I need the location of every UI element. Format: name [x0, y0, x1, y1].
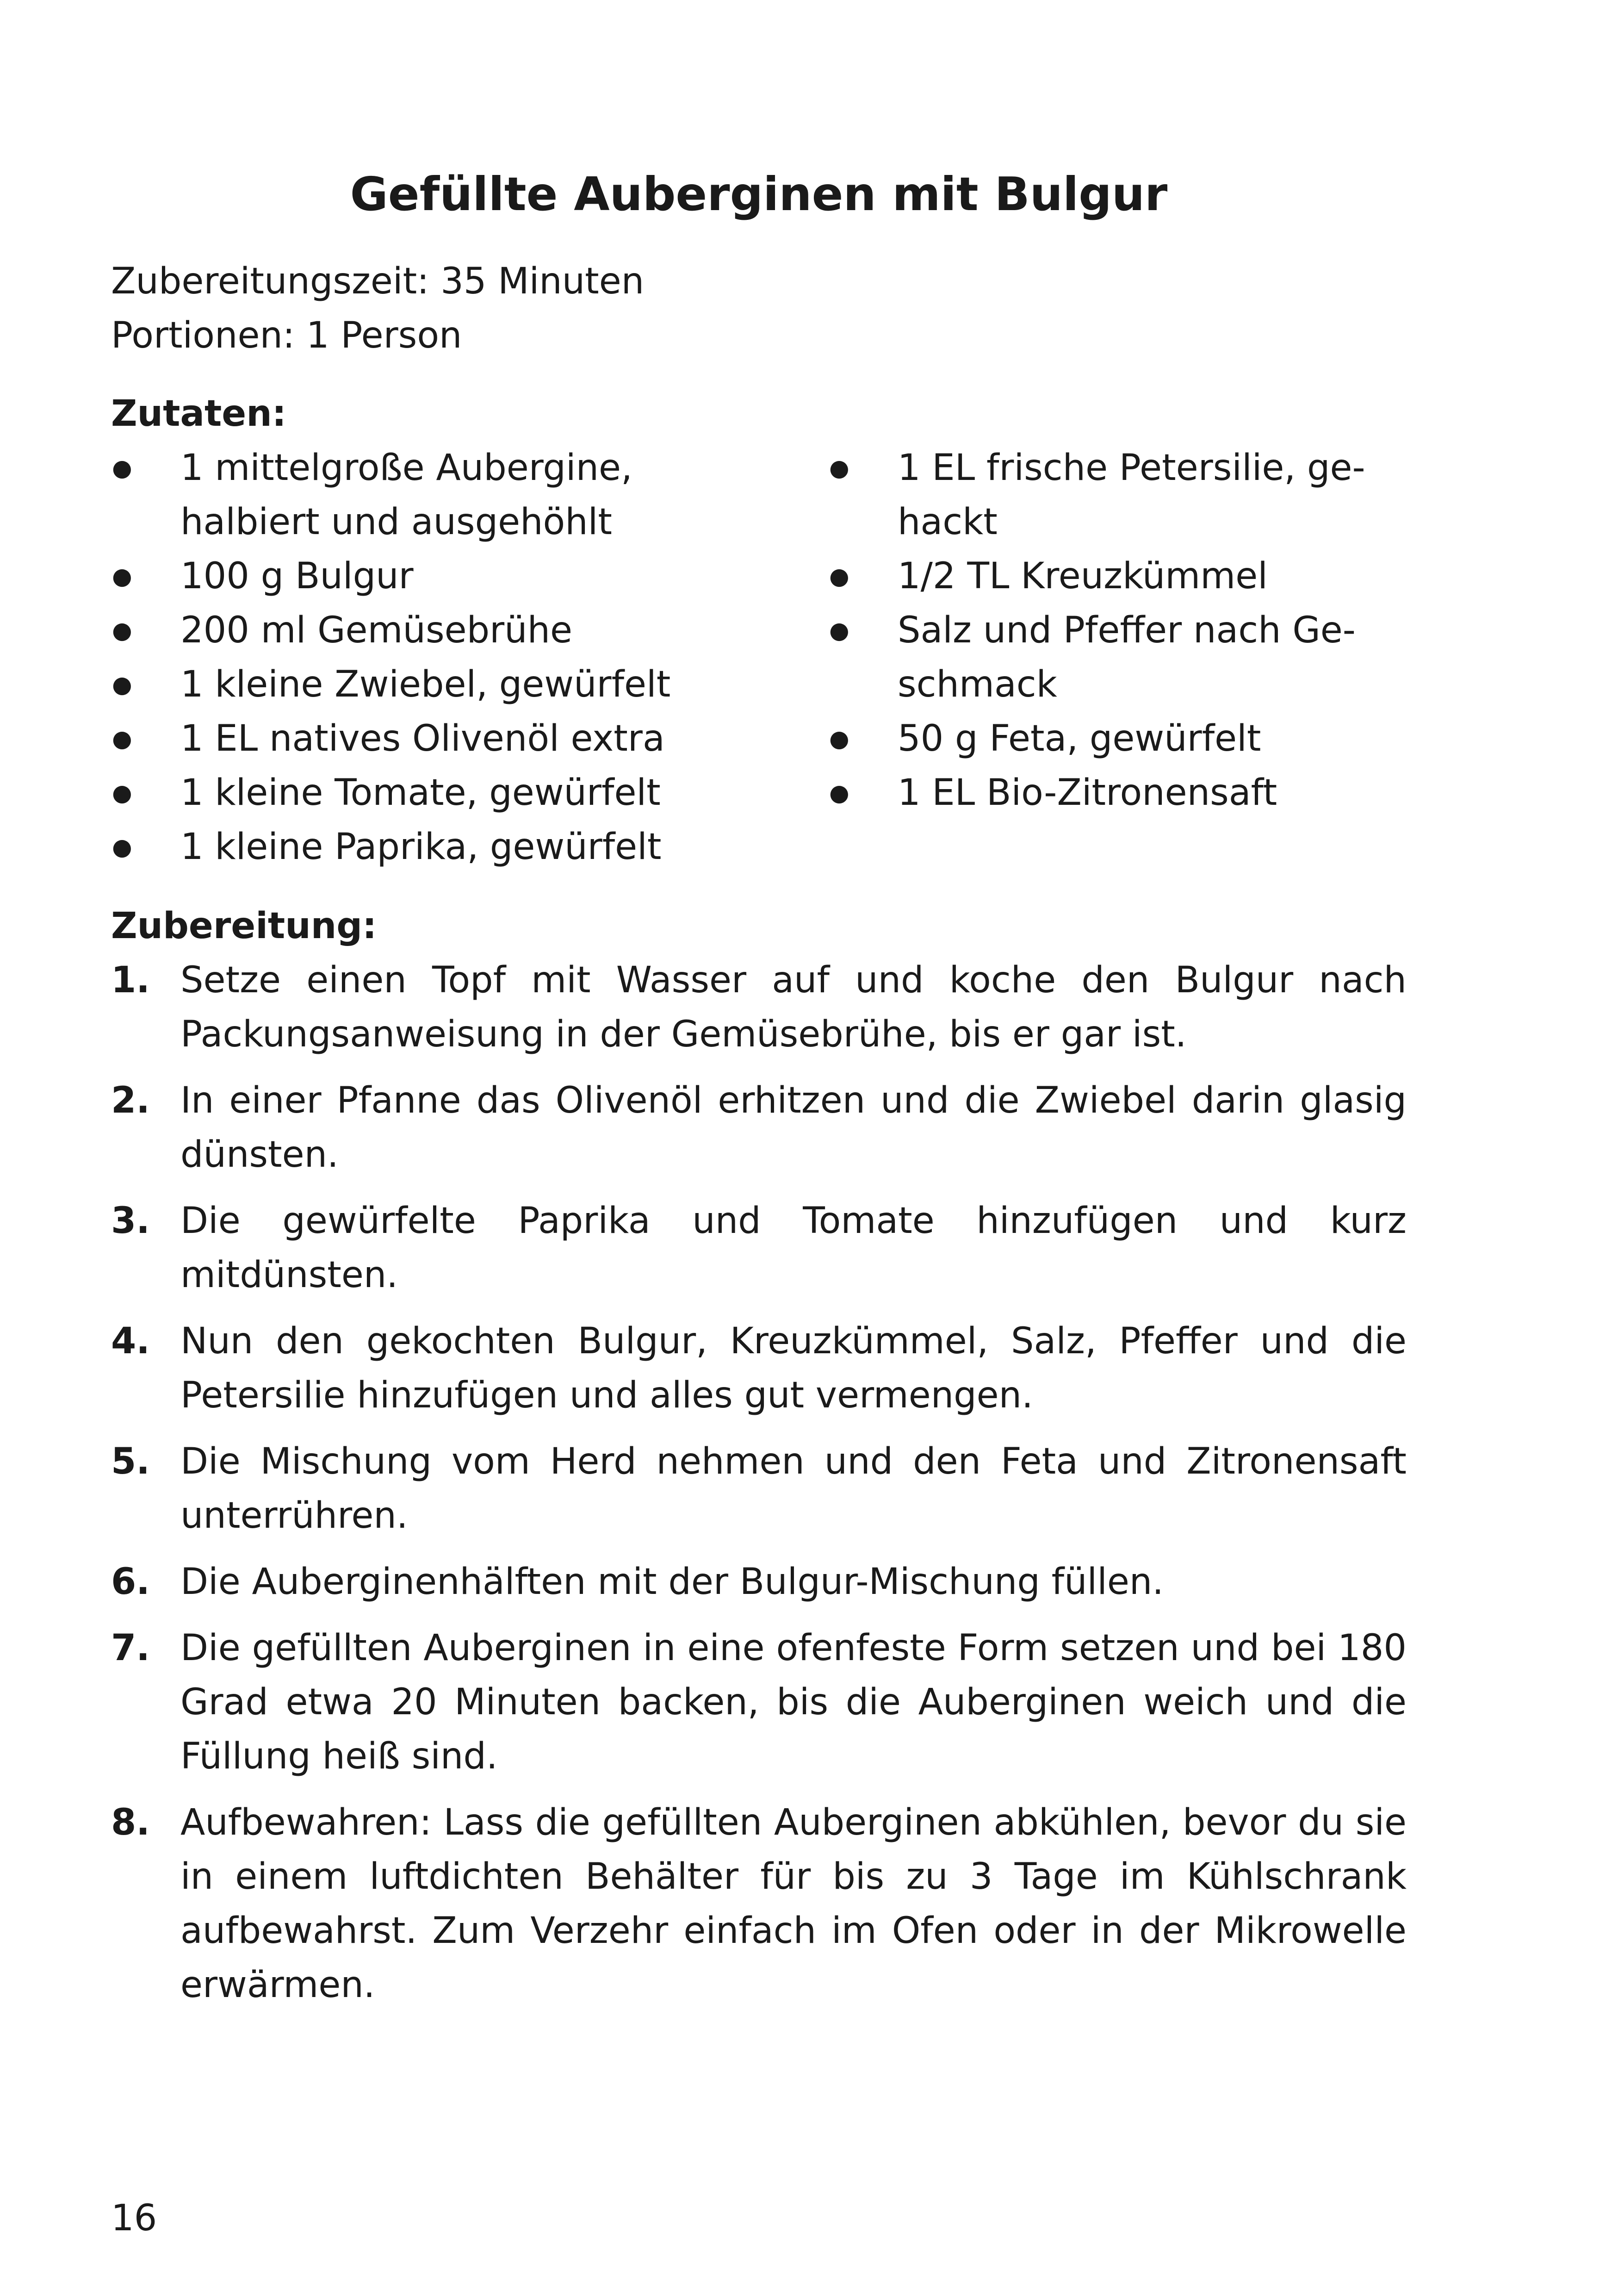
- preparation-step: [111, 1555, 1407, 1609]
- step-number: 3.: [111, 1200, 150, 1242]
- step-text: Setze einen Topf mit Wasser auf und koche den Bulgur nach Packungsanweisung in der Gemüsebrühe, bis er gar ist.: [180, 959, 1407, 1055]
- page-number: 16: [111, 2197, 157, 2239]
- recipe-title: Gefüllte Auberginen mit Bulgur: [350, 167, 1168, 221]
- step-text: In einer Pfanne das Olivenöl erhitzen und die Zwiebel darin glasig dünsten.: [180, 1080, 1407, 1176]
- servings: Portionen: 1 Person: [111, 315, 462, 356]
- preparation-step: [111, 1314, 1407, 1423]
- ingredient-item: [111, 820, 759, 874]
- step-text: Die Mischung vom Herd nehmen und den Feta und Zitronensaft unterrühren.: [180, 1441, 1407, 1537]
- ingredient-text: ● 1 EL Bio-Zitronensaft: [898, 772, 1277, 814]
- step-number: 1.: [111, 959, 150, 1001]
- ingredient-item: [111, 766, 759, 820]
- ingredient-item: [828, 441, 1430, 549]
- ingredient-item: [111, 712, 759, 766]
- step-text: Die gewürfelte Paprika und Tomate hinzufügen und kurz mitdünsten.: [180, 1200, 1407, 1296]
- ingredients-heading: Zutaten:: [111, 393, 286, 435]
- ingredient-text: hackt: [898, 501, 998, 543]
- preparation-step: [111, 1796, 1407, 2012]
- step-text: Die Auberginenhälften mit der Bulgur-Mischung füllen.: [180, 1561, 1164, 1603]
- ingredient-text: schmack: [898, 664, 1057, 705]
- step-text: Aufbewahren: Lass die gefüllten Auberginen abkühlen, bevor du sie in einem luftdichten Behälter für bis zu 3 Tage im Kühlschrank aufbewahrst. Zum Verzehr einfach im Ofen oder in der Mikrowelle erwärmen.: [180, 1802, 1407, 2006]
- ingredient-text: ● 50 g Feta, gewürfelt: [898, 718, 1261, 759]
- ingredient-item: [111, 604, 759, 658]
- ingredient-item: [111, 658, 759, 712]
- step-number: 6.: [111, 1561, 150, 1603]
- preparation-heading: Zubereitung:: [111, 905, 377, 947]
- prep-time: Zubereitungszeit: 35 Minuten: [111, 261, 645, 302]
- ingredient-item: [828, 766, 1430, 820]
- ingredient-item: [111, 549, 759, 604]
- ingredient-text: ● 1/2 TL Kreuzkümmel: [898, 555, 1268, 597]
- ingredient-text: halbiert und ausgehöhlt: [180, 501, 612, 543]
- ingredients-list-left: [111, 441, 759, 874]
- ingredient-item: [828, 604, 1430, 712]
- preparation-steps: [111, 953, 1407, 2024]
- ingredient-text: ● 1 EL natives Olivenöl extra: [180, 718, 665, 759]
- recipe-meta: [111, 255, 644, 363]
- ingredient-item: [828, 712, 1430, 766]
- ingredient-text: ● 1 kleine Paprika, gewürfelt: [180, 826, 662, 868]
- step-text: Die gefüllten Auberginen in eine ofenfeste Form setzen und bei 180 Grad etwa 20 Minuten backen, bis die Auberginen weich und die Füllung heiß sind.: [180, 1627, 1407, 1777]
- preparation-step: [111, 1074, 1407, 1182]
- step-number: 7.: [111, 1627, 150, 1669]
- step-number: 2.: [111, 1080, 150, 1121]
- preparation-step: [111, 1621, 1407, 1784]
- ingredient-text: ● 200 ml Gemüsebrühe: [180, 610, 573, 651]
- ingredient-text: ● 1 mittelgroße Aubergine,: [180, 447, 632, 489]
- preparation-step: [111, 953, 1407, 1062]
- preparation-step: [111, 1194, 1407, 1302]
- step-text: Nun den gekochten Bulgur, Kreuzkümmel, Salz, Pfeffer und die Petersilie hinzufügen und alles gut vermengen.: [180, 1320, 1407, 1416]
- ingredient-item: [111, 441, 759, 549]
- ingredients-list-right: [828, 441, 1430, 820]
- step-number: 5.: [111, 1441, 150, 1482]
- step-number: 8.: [111, 1802, 150, 1843]
- preparation-step: [111, 1435, 1407, 1543]
- ingredient-text: ● 1 EL frische Petersilie, ge-: [898, 447, 1365, 489]
- ingredient-text: ● 100 g Bulgur: [180, 555, 414, 597]
- ingredient-text: ● Salz und Pfeffer nach Ge-: [898, 610, 1356, 651]
- ingredient-text: ● 1 kleine Zwiebel, gewürfelt: [180, 664, 671, 705]
- step-number: 4.: [111, 1320, 150, 1362]
- ingredient-item: [828, 549, 1430, 604]
- ingredient-text: ● 1 kleine Tomate, gewürfelt: [180, 772, 661, 814]
